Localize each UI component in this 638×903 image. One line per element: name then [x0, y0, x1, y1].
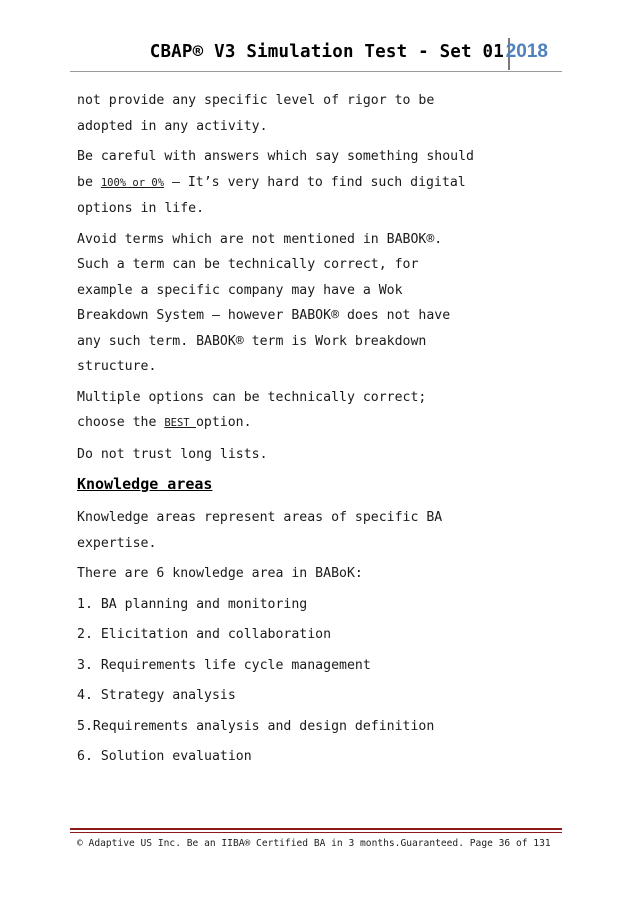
tip-rigor: not provide any specific level of rigor to be adopted in any activity. — [77, 93, 435, 134]
knowledge-area-item: 3. Requirements life cycle management — [77, 657, 371, 673]
tip-best-rest: option. — [195, 415, 252, 430]
tip-absolutes-rest: – It’s very hard to find such digital options in life. — [77, 174, 466, 216]
tip-long-lists: Do not trust long lists. — [77, 446, 268, 462]
tip-absolutes-text: Be careful with answers which say something should be — [77, 149, 474, 190]
knowledge-area-item: 6. Solution evaluation — [77, 749, 252, 764]
tip-best-mark: BEST — [164, 417, 196, 429]
tip-terms: Avoid terms which are not mentioned in BABOK®. Such a term can be technically correct, for example a specific company may have a Wok Breakdown System – however BABOK® does not have any such term. BABOK® term is Work breakdown structure. — [77, 231, 451, 374]
tip-best-option — [77, 385, 477, 437]
knowledge-areas-heading: Knowledge areas — [77, 475, 213, 493]
knowledge-areas-intro: Knowledge areas represent areas of specific BA expertise. — [77, 510, 443, 551]
knowledge-area-item: 2. Elicitation and collaboration — [77, 627, 332, 642]
knowledge-area-item: 1. BA planning and monitoring — [77, 596, 308, 612]
header-title: CBAP® V3 Simulation Test - Set 01 — [149, 42, 504, 62]
knowledge-area-item: 5.Requirements analysis and design definition — [77, 718, 435, 734]
header-rule — [70, 71, 562, 72]
tip-best-text: Multiple options can be technically correct; choose the — [77, 389, 427, 430]
tip-absolutes-mark: 100% or 0% — [100, 176, 165, 189]
knowledge-area-item: 4. Strategy analysis — [77, 688, 236, 703]
page-footer: © Adaptive US Inc. Be an IIBA® Certified BA in 3 months.Guaranteed. Page 36 of 131 — [77, 838, 551, 849]
tips-section — [77, 88, 477, 472]
knowledge-areas-count: There are 6 knowledge area in BABoK: — [77, 566, 363, 581]
tip-absolutes — [77, 144, 477, 222]
footer-rule-top — [70, 828, 562, 830]
footer-rule-bottom — [70, 832, 562, 833]
header-year: 2018 — [505, 41, 548, 62]
page-header — [70, 38, 562, 70]
knowledge-areas-section — [77, 505, 477, 775]
